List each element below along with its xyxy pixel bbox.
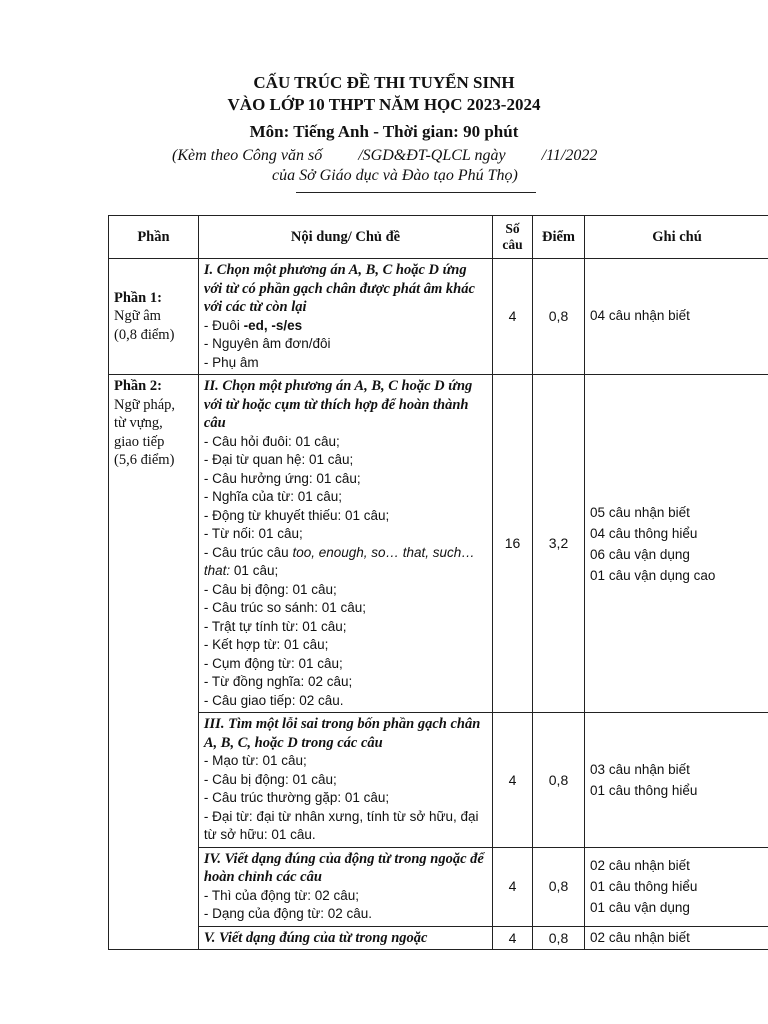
section-v-title: V. Viết dạng đúng của từ trong ngoặc: [203, 929, 428, 946]
list-item: - Câu trúc thường gặp: 01 câu;: [203, 790, 390, 805]
subject-line: Môn: Tiếng Anh - Thời gian: 90 phút: [249, 122, 519, 141]
part2-points: (5,6 điểm): [114, 452, 175, 468]
list-item: - Thì của động từ: 02 câu;: [203, 887, 360, 903]
list-item: - Đại từ quan hệ: 01 câu;: [203, 452, 354, 467]
list-item: [204, 544, 487, 581]
note-line: 01 câu vận dụng cao: [590, 567, 716, 583]
section-iii-title: III. Tìm một lỗi sai trong bốn phần gạch chân A, B, C, hoặc D trong các câu: [203, 716, 481, 751]
table-header-row: [109, 216, 768, 259]
section-i-title: I. Chọn một phương án A, B, C hoặc D ứng với từ có phần gạch chân được phát âm khác với các từ còn lại: [203, 262, 475, 315]
section-v-content: [198, 926, 492, 950]
header-divider: [296, 192, 536, 193]
reference-note-line-2: của Sở Giáo dục và Đào tạo Phú Thọ): [272, 167, 518, 184]
section-ii-diem: 3,2: [532, 375, 584, 713]
section-iv-so-cau: 4: [493, 847, 533, 926]
table-row: [109, 926, 768, 950]
list-item-text: - Câu trúc câu: [203, 544, 293, 560]
part2-desc-3: giao tiếp: [114, 433, 165, 450]
table-row: [109, 259, 768, 375]
list-item: - Cụm động từ: 01 câu;: [203, 655, 343, 671]
list-item-text: 01 câu;: [230, 563, 279, 578]
list-item: - Câu hưởng ứng: 01 câu;: [203, 470, 361, 486]
exam-structure-table: [108, 215, 768, 950]
header-noi-dung: Nội dung/ Chủ đề: [198, 216, 492, 259]
reference-note-part-b: /SGD&ĐT-QLCL ngày: [358, 147, 506, 164]
note-line: 06 câu vận dụng: [590, 546, 690, 562]
table-row: [109, 713, 768, 848]
list-item: - Nghĩa của từ: 01 câu;: [203, 489, 343, 504]
part1-name: Phần 1:: [114, 289, 162, 306]
section-v-diem: 0,8: [532, 926, 584, 950]
list-item: - Câu hỏi đuôi: 01 câu;: [203, 433, 340, 449]
note-line: 01 câu thông hiểu: [590, 879, 698, 894]
section-iv-title: IV. Viết dạng đúng của động từ trong ngoặc để hoàn chỉnh các câu: [203, 850, 484, 885]
section-v-ghi-chu: 02 câu nhận biết: [585, 926, 768, 950]
note-line: 03 câu nhận biết: [590, 761, 690, 777]
part1-cell: [109, 259, 199, 375]
note-line: 05 câu nhận biết: [590, 504, 690, 520]
section-v-so-cau: 4: [493, 926, 533, 950]
list-item: - Từ nối: 01 câu;: [203, 526, 303, 541]
part1-points: (0,8 điểm): [114, 326, 175, 343]
part2-name: Phần 2:: [114, 378, 162, 394]
list-item-text: - Đuôi: [203, 317, 244, 333]
reference-note: [172, 147, 597, 165]
part1-so-cau: 4: [493, 259, 533, 375]
list-item-italic: too, enough, so… that, such… that:: [203, 544, 475, 578]
section-iii-ghi-chu: [585, 713, 768, 848]
table-row: [109, 847, 768, 926]
list-item: - Nguyên âm đơn/đôi: [203, 336, 331, 351]
part2-desc-1: Ngữ pháp,: [114, 396, 176, 413]
section-iii-content: [198, 713, 492, 848]
list-item: [204, 317, 487, 336]
part1-ghi-chu: 04 câu nhận biết: [585, 259, 768, 375]
title-line-2: VÀO LỚP 10 THPT NĂM HỌC 2023-2024: [227, 95, 541, 114]
reference-note-part-c: /11/2022: [541, 147, 598, 164]
note-line: 02 câu nhận biết: [590, 858, 690, 873]
list-item: - Động từ khuyết thiếu: 01 câu;: [203, 507, 390, 523]
list-item: - Trật tự tính từ: 01 câu;: [203, 618, 347, 634]
part2-cell: [109, 375, 199, 950]
list-item: - Phụ âm: [203, 354, 259, 370]
header-so-cau-line2: câu: [502, 237, 523, 252]
note-line: 01 câu thông hiểu: [590, 782, 698, 798]
header-diem: Điểm: [532, 216, 584, 259]
table-row: [109, 375, 768, 713]
part2-desc-2: từ vựng,: [114, 415, 163, 431]
section-ii-content: [198, 375, 492, 713]
section-iv-content: [198, 847, 492, 926]
header-phan: Phần: [109, 216, 199, 259]
list-item: - Mạo từ: 01 câu;: [203, 753, 307, 768]
list-item: - Câu trúc so sánh: 01 câu;: [203, 600, 366, 615]
header-so-cau-line1: Số: [505, 221, 520, 236]
section-ii-ghi-chu: [585, 375, 768, 713]
section-ii-so-cau: 16: [493, 375, 533, 713]
list-item: - Đại từ: đại từ nhân xưng, tính từ sở hữu, đại từ sở hữu: 01 câu.: [203, 808, 479, 842]
title-line-1: CẤU TRÚC ĐỀ THI TUYỂN SINH: [253, 73, 515, 92]
header-ghi-chu: Ghi chú: [585, 216, 768, 259]
part1-desc: Ngữ âm: [114, 308, 161, 325]
section-iii-diem: 0,8: [532, 713, 584, 848]
list-item: - Kết hợp từ: 01 câu;: [203, 637, 329, 652]
section-iv-diem: 0,8: [532, 847, 584, 926]
reference-note-part-a: (Kèm theo Công văn số: [172, 147, 323, 164]
list-item: - Từ đồng nghĩa: 02 câu;: [203, 674, 353, 689]
list-item: - Câu giao tiếp: 02 câu.: [203, 692, 344, 708]
section-iv-ghi-chu: [585, 847, 768, 926]
list-item: - Câu bị động: 01 câu;: [203, 581, 337, 597]
section-ii-title: II. Chọn một phương án A, B, C hoặc D ứng với từ hoặc cụm từ thích hợp để hoàn thành câu: [203, 378, 473, 431]
part1-diem: 0,8: [532, 259, 584, 375]
list-item-bold: -ed, -s/es: [243, 317, 303, 333]
header-so-cau: [493, 216, 533, 259]
part1-content: [198, 259, 492, 375]
list-item: - Câu bị động: 01 câu;: [203, 771, 337, 787]
note-line: 04 câu thông hiểu: [590, 525, 698, 541]
section-iii-so-cau: 4: [493, 713, 533, 848]
list-item: - Dạng của động từ: 02 câu.: [203, 906, 373, 921]
note-line: 01 câu vận dụng: [590, 900, 690, 915]
